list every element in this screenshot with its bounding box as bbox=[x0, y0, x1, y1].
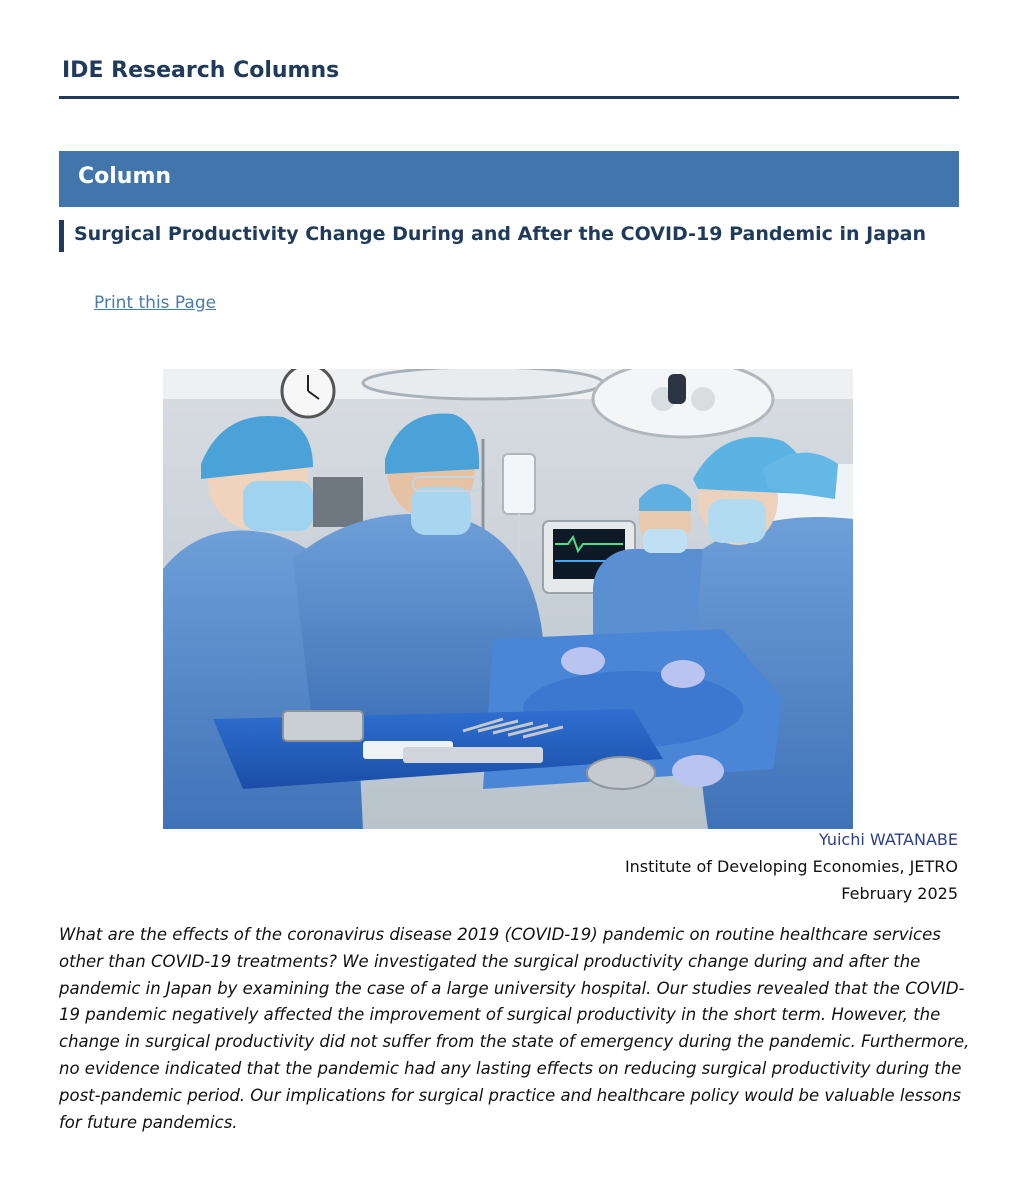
abstract-line: pandemic in Japan by examining the case of a large university hospital. Our studies revealed that the COVID- bbox=[59, 978, 965, 998]
abstract-line: for future pandemics. bbox=[59, 1112, 238, 1132]
section-bar bbox=[59, 151, 959, 207]
abstract-line: What are the effects of the coronavirus disease 2019 (COVID-19) pandemic on routine healthcare services bbox=[59, 925, 941, 944]
surgical-team-photo bbox=[163, 369, 853, 829]
article-heading bbox=[59, 220, 959, 252]
title-divider bbox=[59, 96, 959, 99]
abstract-line: post-pandemic period. Our implications for surgical practice and healthcare policy would be valuable lessons bbox=[59, 1085, 961, 1105]
article-title: Surgical Productivity Change During and After the COVID-19 Pandemic in Japan bbox=[74, 223, 927, 245]
print-page-link[interactable]: Print this Page bbox=[94, 293, 217, 313]
abstract-line: change in surgical productivity did not suffer from the state of emergency during the pandemic. Furthermore, bbox=[59, 1032, 970, 1052]
author-name: Yuichi WATANABE bbox=[818, 830, 958, 849]
author-organization: Institute of Developing Economies, JETRO bbox=[624, 857, 958, 876]
abstract-line: no evidence indicated that the pandemic had any lasting effects on reducing surgical productivity during the bbox=[59, 1058, 962, 1078]
section-label: Column bbox=[78, 164, 172, 189]
site-title[interactable]: IDE Research Columns bbox=[62, 58, 340, 83]
publication-date: February 2025 bbox=[841, 884, 958, 903]
article-abstract bbox=[59, 922, 970, 1136]
abstract-line: other than COVID-19 treatments? We investigated the surgical productivity change during and after the bbox=[59, 951, 921, 971]
abstract-line: 19 pandemic negatively affected the improvement of surgical productivity in the short term. However, the bbox=[59, 1005, 941, 1025]
article-photo bbox=[163, 369, 853, 829]
